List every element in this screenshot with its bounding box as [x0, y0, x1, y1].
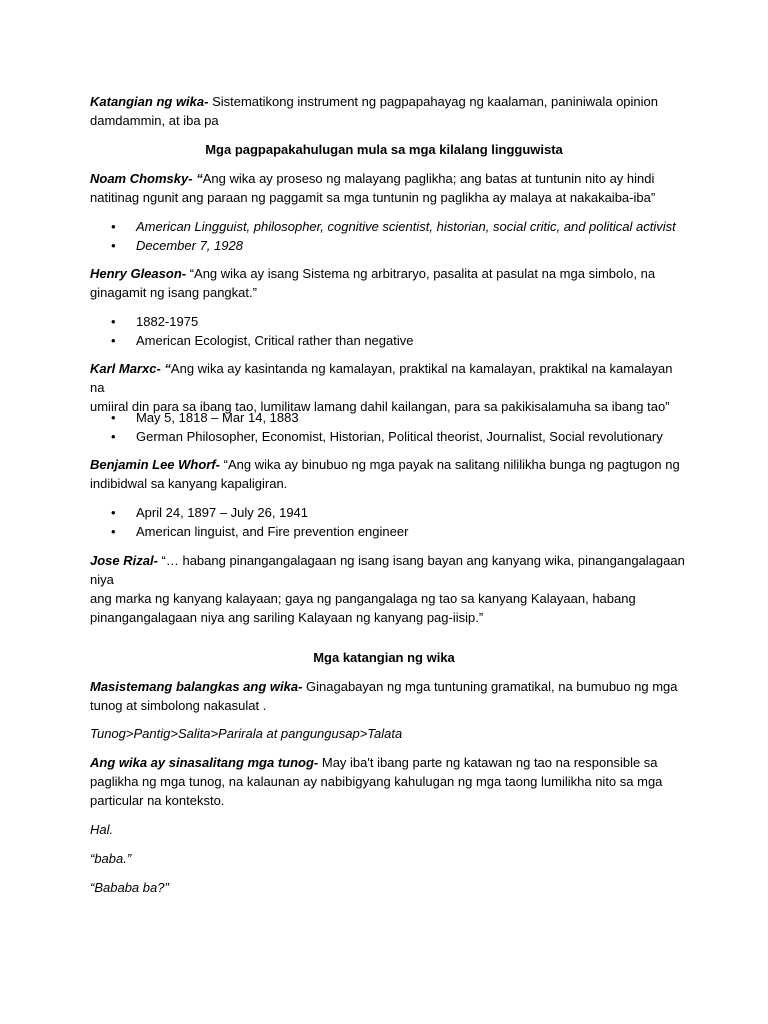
example-2: “Bababa ba?”	[90, 880, 169, 895]
sinasalita-line3: particular na konteksto.	[90, 793, 225, 808]
chomsky-name: Noam Chomsky- “	[90, 171, 203, 186]
list-item	[90, 236, 690, 255]
chomsky-paragraph	[90, 169, 690, 207]
list-item-text: December 7, 1928	[136, 238, 243, 253]
sinasalita-paragraph	[90, 753, 690, 810]
whorf-name: Benjamin Lee Whorf-	[90, 457, 221, 472]
bullet-icon: •	[111, 505, 116, 520]
masistema-line2: tunog at simbolong nakasulat .	[90, 698, 267, 713]
masistema-paragraph	[90, 677, 690, 715]
list-item-text: 1882-1975	[136, 314, 199, 329]
chomsky-line2: natitinag ngunit ang paraan ng paggamit sa mga tuntunin ng paglikha ay malaya at nakakaiba-iba”	[90, 190, 656, 205]
gleason-line1: “Ang wika ay isang Sistema ng arbitraryo, pasalita at pasulat na mga simbolo, na	[186, 266, 656, 281]
sinasalita-term: Ang wika ay sinasalitang mga tunog-	[90, 755, 319, 770]
rizal-line3: pinangangalagaan niya ang sariling Kalayaan ng kanyang pag-iisip.”	[90, 610, 484, 625]
list-item-text: April 24, 1897 – July 26, 1941	[136, 505, 309, 520]
gleason-line2: ginagamit ng isang pangkat.”	[90, 285, 257, 300]
gleason-paragraph	[90, 264, 690, 302]
list-item-text: May 5, 1818 – Mar 14, 1883	[136, 410, 299, 425]
katangian-line1: Sistematikong instrument ng pagpapahayag ng kaalaman, paniniwala opinion	[208, 94, 658, 109]
rizal-line2: ang marka ng kanyang kalayaan; gaya ng pangangalaga ng tao sa kanyang Kalayaan, habang	[90, 591, 636, 606]
bullet-icon: •	[111, 429, 116, 444]
bullet-icon: •	[111, 410, 116, 425]
list-item	[90, 312, 690, 331]
hal-label: Hal.	[90, 822, 114, 837]
gleason-bullet-list	[90, 312, 690, 350]
marx-bullet-list	[90, 408, 690, 446]
bullet-icon: •	[111, 333, 116, 348]
bullet-icon: •	[111, 238, 116, 253]
example-1: “baba.”	[90, 851, 132, 866]
bullet-icon: •	[111, 219, 116, 234]
whorf-paragraph	[90, 455, 690, 493]
list-item	[90, 427, 690, 446]
marx-name: Karl Marxc- “	[90, 361, 171, 376]
sinasalita-line1: May iba't ibang parte ng katawan ng tao na responsible sa	[318, 755, 658, 770]
marx-line2: umiiral din para sa ibang tao, lumilitaw lamang dahil kailangan, para sa pakikisalamuha sa ibang tao”	[90, 399, 670, 414]
list-item-text: American linguist, and Fire prevention engineer	[136, 524, 409, 539]
whorf-line2: indibidwal sa kanyang kapaligiran.	[90, 476, 288, 491]
list-item-text: German Philosopher, Economist, Historian, Political theorist, Journalist, Social revolutionary	[136, 429, 663, 444]
list-item	[90, 217, 690, 236]
section-heading-linguists: Mga pagpapakahulugan mula sa mga kilalang lingguwista	[205, 142, 563, 157]
marx-line1: Ang wika ay kasintanda ng kamalayan, praktikal na kamalayan, praktikal na kamalayan na	[90, 361, 673, 395]
bullet-icon: •	[111, 524, 116, 539]
katangian-paragraph	[90, 92, 690, 130]
whorf-line1: “Ang wika ay binubuo ng mga payak na salitang nililikha bunga ng pagtugon ng	[220, 457, 680, 472]
gleason-name: Henry Gleason-	[90, 266, 187, 281]
list-item	[90, 331, 690, 350]
rizal-paragraph	[90, 551, 690, 627]
list-item	[90, 503, 690, 522]
list-item-text: American Lingguist, philosopher, cognitive scientist, historian, social critic, and political activist	[136, 219, 676, 234]
masistema-line1: Ginagabayan ng mga tuntuning gramatikal, na bumubuo ng mga	[302, 679, 678, 694]
rizal-name: Jose Rizal-	[90, 553, 158, 568]
sinasalita-line2: paglikha ng mga tunog, na kalaunan ay nabibigyang kahulugan ng mga taong lumilikha nito sa mga	[90, 774, 663, 789]
list-item	[90, 522, 690, 541]
katangian-line2: damdammin, at iba pa	[90, 113, 219, 128]
chomsky-line1: Ang wika ay proseso ng malayang paglikha; ang batas at tuntunin nito ay hindi	[202, 171, 655, 186]
sound-sequence: Tunog>Pantig>Salita>Parirala at pangungusap>Talata	[90, 726, 403, 741]
section-heading-katangian: Mga katangian ng wika	[313, 650, 455, 665]
chomsky-bullet-list	[90, 217, 690, 255]
list-item	[90, 408, 690, 427]
masistema-term: Masistemang balangkas ang wika-	[90, 679, 303, 694]
rizal-line1: “… habang pinangangalagaan ng isang isang bayan ang kanyang wika, pinangangalagaan niya	[90, 553, 685, 587]
list-item-text: American Ecologist, Critical rather than negative	[136, 333, 414, 348]
katangian-term: Katangian ng wika-	[90, 94, 209, 109]
bullet-icon: •	[111, 314, 116, 329]
whorf-bullet-list	[90, 503, 690, 541]
